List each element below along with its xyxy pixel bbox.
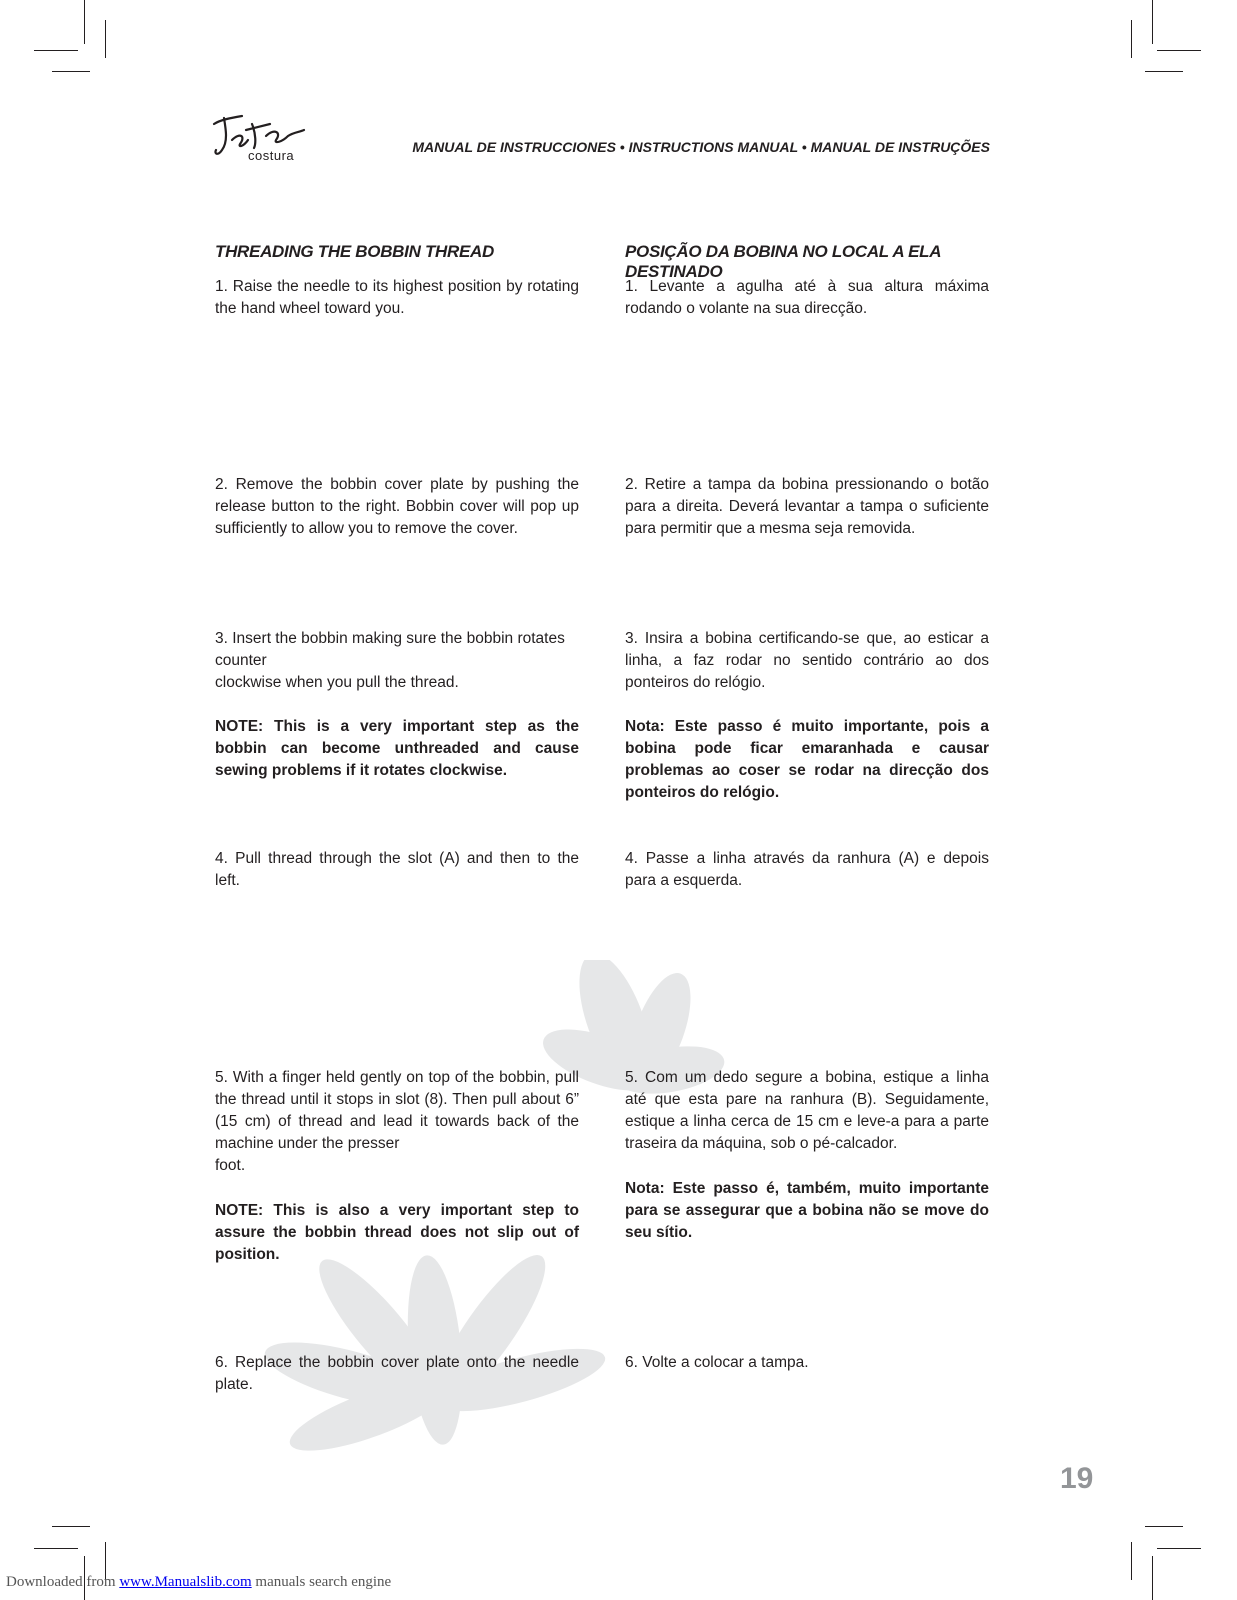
step-3-en [215,628,579,694]
crop-mark [34,1548,78,1549]
crop-mark [1131,1542,1132,1580]
step-2-pt: 2. Retire a tampa da bobina pressionando o botão para a direita. Deverá levantar a tampa o suficiente para permitir que a mesma seja removida. [625,476,989,537]
download-footer [6,1574,391,1591]
step-5-en-line-b: foot. [215,1157,246,1174]
crop-mark [1131,20,1132,58]
step-1-pt: 1. Levante a agulha até à sua altura máxima rodando o volante na sua direcção. [625,278,989,317]
step-3-en-line-b: clockwise when you pull the thread. [215,674,459,691]
step-5-en [215,1067,579,1177]
section-title-pt: POSIÇÃO DA BOBINA NO LOCAL A ELA DESTINADO [625,242,941,281]
crop-mark [1157,1548,1201,1549]
crop-mark [34,50,78,51]
crop-mark [84,0,85,44]
crop-mark [1145,1526,1183,1527]
note-5-en: NOTE: This is also a very important step to assure the bobbin thread does not slip out of position. [215,1202,579,1263]
crop-mark [1157,50,1201,51]
step-6-en: 6. Replace the bobbin cover plate onto the needle plate. [215,1354,579,1393]
footer-suffix: manuals search engine [251,1574,392,1590]
crop-mark [1152,0,1153,44]
step-5-en-line-a: 5. With a finger held gently on top of the bobbin, pull the thread until it stops in slot (8). Then pull about 6” (15 cm) of thread and lead it towards back of the machine under the presser [215,1069,579,1152]
crop-mark [105,20,106,58]
manualslib-link[interactable]: www.Manualslib.com [119,1574,252,1590]
step-6-pt: 6. Volte a colocar a tampa. [625,1354,809,1371]
note-3-en: NOTE: This is a very important step as the bobbin can become unthreaded and cause sewing problems if it rotates clockwise. [215,718,579,779]
step-5-pt: 5. Com um dedo segure a bobina, estique a linha até que esta pare na ranhura (B). Seguidamente, estique a linha cerca de 15 cm e leve-a para a parte traseira da máquina, sob o pé-calcador. [625,1069,989,1152]
page-number: 19 [1060,1462,1094,1495]
crop-mark [52,71,90,72]
step-4-en: 4. Pull thread through the slot (A) and then to the left. [215,850,579,889]
note-3-pt: Nota: Este passo é muito importante, pois a bobina pode ficar emaranhada e causar problemas ao coser se rodar na direcção dos ponteiros do relógio. [625,718,989,801]
step-2-en: 2. Remove the bobbin cover plate by pushing the release button to the right. Bobbin cover will pop up sufficiently to allow you to remove the cover. [215,476,579,537]
step-3-en-line-a: 3. Insert the bobbin making sure the bobbin rotates counter [215,630,565,669]
crop-mark [1145,71,1183,72]
logo-subtext: costura [248,148,295,163]
step-3-pt: 3. Insira a bobina certificando-se que, ao esticar a linha, a faz rodar no sentido contrário ao dos ponteiros do relógio. [625,630,989,691]
section-title-en: THREADING THE BOBBIN THREAD [215,242,495,261]
crop-mark [52,1526,90,1527]
step-1-en: 1. Raise the needle to its highest position by rotating the hand wheel toward you. [215,278,579,317]
manual-titles: MANUAL DE INSTRUCCIONES • INSTRUCTIONS MANUAL • MANUAL DE INSTRUÇÕES [412,139,990,155]
crop-mark [1152,1556,1153,1600]
step-4-pt: 4. Passe a linha através da ranhura (A) e depois para a esquerda. [625,850,989,889]
note-5-pt: Nota: Este passo é, também, muito importante para se assegurar que a bobina não se move do seu sítio. [625,1180,989,1241]
footer-prefix: Downloaded from [6,1574,120,1590]
